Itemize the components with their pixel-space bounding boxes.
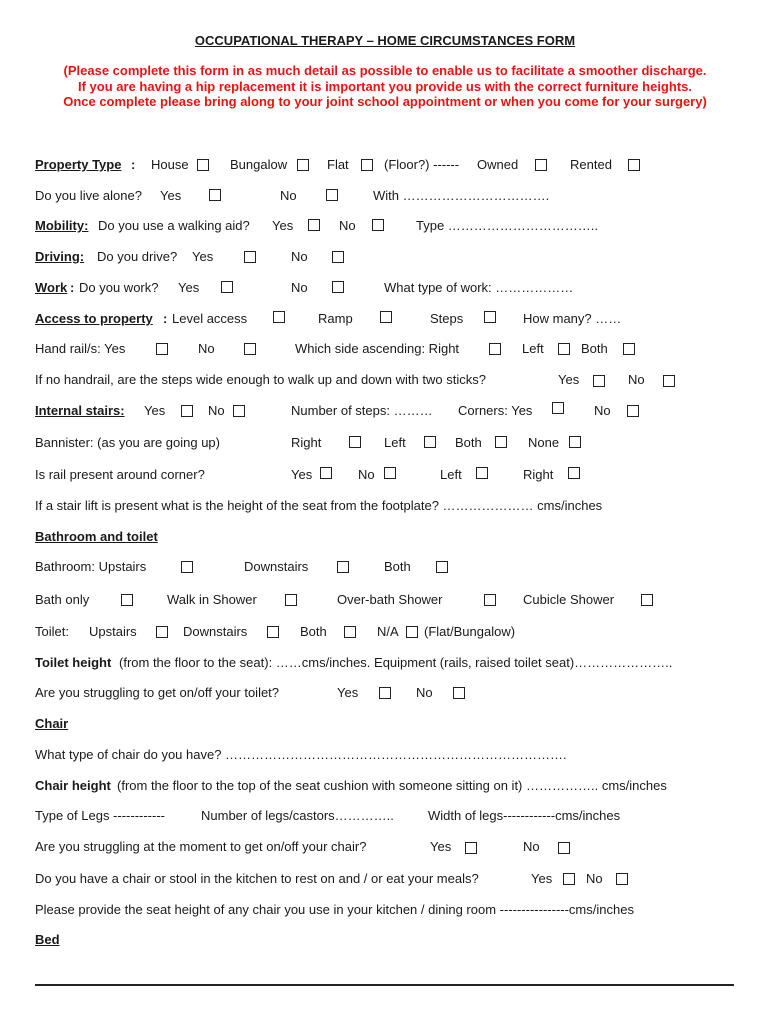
- chair-height-label: Chair height: [35, 778, 111, 793]
- access-how-many-field[interactable]: How many? ……: [523, 311, 622, 326]
- driving-yes-label: Yes: [192, 249, 214, 264]
- toilet-struggle-question: Are you struggling to get on/off your toilet?: [35, 685, 280, 700]
- access-steps-checkbox[interactable]: [484, 311, 496, 323]
- steps-wide-no-label: No: [628, 372, 645, 387]
- live-alone-yes-checkbox[interactable]: [209, 189, 221, 201]
- bannister-right-checkbox[interactable]: [349, 436, 361, 448]
- toilet-struggle-yes-label: Yes: [337, 685, 359, 700]
- corner-rail-left-label: Left: [440, 467, 462, 482]
- legs-type-field[interactable]: Type of Legs ------------: [35, 808, 165, 823]
- live-alone-question: Do you live alone?: [35, 188, 142, 203]
- work-yes-checkbox[interactable]: [221, 281, 233, 293]
- toilet-struggle-yes-checkbox[interactable]: [379, 687, 391, 699]
- steps-wide-no-checkbox[interactable]: [663, 375, 675, 387]
- footer-rule: [35, 984, 734, 986]
- toilet-both-label: Both: [300, 624, 327, 639]
- live-alone-no-label: No: [280, 188, 297, 203]
- mobility-question: Do you use a walking aid?: [98, 218, 250, 233]
- live-alone-no-checkbox[interactable]: [326, 189, 338, 201]
- toilet-flat-label: (Flat/Bungalow): [424, 624, 516, 639]
- toilet-na-checkbox[interactable]: [406, 626, 418, 638]
- cubicle-shower-label: Cubicle Shower: [523, 592, 615, 607]
- steps-wide-yes-checkbox[interactable]: [593, 375, 605, 387]
- chair-type-field[interactable]: What type of chair do you have? …………………………………………………………………….: [35, 747, 567, 762]
- chair-heading: Chair: [35, 716, 69, 731]
- internal-corners-no-label: No: [594, 403, 611, 418]
- bannister-none-checkbox[interactable]: [569, 436, 581, 448]
- bannister-left-checkbox[interactable]: [424, 436, 436, 448]
- walk-in-shower-checkbox[interactable]: [285, 594, 297, 606]
- bathroom-upstairs-label: Bathroom: Upstairs: [35, 559, 147, 574]
- bannister-both-checkbox[interactable]: [495, 436, 507, 448]
- property-bungalow-checkbox[interactable]: [297, 159, 309, 171]
- access-ramp-checkbox[interactable]: [380, 311, 392, 323]
- bathroom-downstairs-checkbox[interactable]: [337, 561, 349, 573]
- over-bath-shower-label: Over-bath Shower: [337, 592, 443, 607]
- bath-only-label: Bath only: [35, 592, 90, 607]
- internal-yes-checkbox[interactable]: [181, 405, 193, 417]
- work-colon: :: [70, 280, 75, 295]
- handrail-label: Hand rail/s: Yes: [35, 341, 126, 356]
- kitchen-chair-no-checkbox[interactable]: [616, 873, 628, 885]
- toilet-upstairs-label: Upstairs: [89, 624, 137, 639]
- internal-num-steps-field[interactable]: Number of steps: ………: [291, 403, 433, 418]
- work-type-field[interactable]: What type of work: ………………: [384, 280, 574, 295]
- handrail-both-checkbox[interactable]: [623, 343, 635, 355]
- property-owned-checkbox[interactable]: [535, 159, 547, 171]
- chair-struggle-question: Are you struggling at the moment to get on/off your chair?: [35, 839, 367, 854]
- property-floor-label: (Floor?) ------: [384, 157, 460, 172]
- property-type-heading: Property Type: [35, 157, 122, 172]
- bath-only-checkbox[interactable]: [121, 594, 133, 606]
- work-heading: Work: [35, 280, 68, 295]
- chair-struggle-no-checkbox[interactable]: [558, 842, 570, 854]
- chair-height-field[interactable]: (from the floor to the top of the seat cushion with someone sitting on it) …………….. cms/inches: [117, 778, 667, 793]
- property-house-checkbox[interactable]: [197, 159, 209, 171]
- bathroom-upstairs-checkbox[interactable]: [181, 561, 193, 573]
- toilet-downstairs-checkbox[interactable]: [267, 626, 279, 638]
- internal-corners-no-checkbox[interactable]: [627, 405, 639, 417]
- internal-no-checkbox[interactable]: [233, 405, 245, 417]
- bathroom-both-label: Both: [384, 559, 411, 574]
- mobility-type-field[interactable]: Type ……………………………..: [416, 218, 599, 233]
- mobility-heading: Mobility:: [35, 218, 89, 233]
- property-flat-label: Flat: [327, 157, 349, 172]
- legs-number-field[interactable]: Number of legs/castors…………..: [201, 808, 394, 823]
- access-ramp-label: Ramp: [318, 311, 353, 326]
- toilet-label: Toilet:: [35, 624, 69, 639]
- kitchen-seat-height-field[interactable]: Please provide the seat height of any chair you use in your kitchen / dining room ----------------cms/inches: [35, 902, 634, 917]
- bathroom-heading: Bathroom and toilet: [35, 529, 158, 544]
- chair-struggle-no-label: No: [523, 839, 540, 854]
- intro-instructions: (Please complete this form in as much detail as possible to enable us to facilitate a smoother discharge. If you are having a hip replacement it is important you provide us with the correct furniture heights. Once complete please bring along to your joint school appointment or when you come for your surgery): [63, 63, 707, 109]
- access-heading: Access to property: [35, 311, 153, 326]
- corner-rail-left-checkbox[interactable]: [476, 467, 488, 479]
- bannister-both-label: Both: [455, 435, 482, 450]
- bathroom-both-checkbox[interactable]: [436, 561, 448, 573]
- bannister-left-label: Left: [384, 435, 406, 450]
- toilet-upstairs-checkbox[interactable]: [156, 626, 168, 638]
- mobility-no-checkbox[interactable]: [372, 219, 384, 231]
- work-no-checkbox[interactable]: [332, 281, 344, 293]
- steps-wide-question: If no handrail, are the steps wide enough to walk up and down with two sticks?: [35, 372, 486, 387]
- corner-rail-yes-label: Yes: [291, 467, 313, 482]
- handrail-side-label: Which side ascending: Right: [295, 341, 460, 356]
- toilet-na-label: N/A: [377, 624, 399, 639]
- handrail-no-checkbox[interactable]: [244, 343, 256, 355]
- bannister-none-label: None: [528, 435, 560, 450]
- handrail-left-checkbox[interactable]: [558, 343, 570, 355]
- handrail-left-label: Left: [522, 341, 544, 356]
- handrail-both-label: Both: [581, 341, 608, 356]
- corner-rail-right-label: Right: [523, 467, 554, 482]
- toilet-downstairs-label: Downstairs: [183, 624, 248, 639]
- driving-heading: Driving:: [35, 249, 85, 264]
- driving-no-checkbox[interactable]: [332, 251, 344, 263]
- steps-wide-yes-label: Yes: [558, 372, 580, 387]
- corner-rail-yes-checkbox[interactable]: [320, 467, 332, 479]
- internal-yes-label: Yes: [144, 403, 166, 418]
- property-rented-checkbox[interactable]: [628, 159, 640, 171]
- corner-rail-no-checkbox[interactable]: [384, 467, 396, 479]
- driving-yes-checkbox[interactable]: [244, 251, 256, 263]
- work-question: Do you work?: [79, 280, 159, 295]
- property-flat-checkbox[interactable]: [361, 159, 373, 171]
- work-yes-label: Yes: [178, 280, 200, 295]
- property-owned-label: Owned: [477, 157, 519, 172]
- mobility-no-label: No: [339, 218, 356, 233]
- bed-heading: Bed: [35, 932, 60, 947]
- property-bungalow-label: Bungalow: [230, 157, 288, 172]
- cubicle-shower-checkbox[interactable]: [641, 594, 653, 606]
- kitchen-chair-yes-checkbox[interactable]: [563, 873, 575, 885]
- bannister-label: Bannister: (as you are going up): [35, 435, 220, 450]
- toilet-height-field[interactable]: (from the floor to the seat): ……cms/inches. Equipment (rails, raised toilet seat)…………………..: [119, 655, 673, 670]
- kitchen-chair-yes-label: Yes: [531, 871, 553, 886]
- internal-corners-yes-checkbox[interactable]: [552, 402, 564, 414]
- access-steps-label: Steps: [430, 311, 464, 326]
- access-colon: :: [163, 311, 168, 326]
- live-with-field[interactable]: With …………………………….: [373, 188, 550, 203]
- corner-rail-right-checkbox[interactable]: [568, 467, 580, 479]
- corner-rail-no-label: No: [358, 467, 375, 482]
- driving-question: Do you drive?: [97, 249, 178, 264]
- work-no-label: No: [291, 280, 308, 295]
- handrail-right-checkbox[interactable]: [489, 343, 501, 355]
- access-level-label: Level access: [172, 311, 248, 326]
- access-level-checkbox[interactable]: [273, 311, 285, 323]
- toilet-struggle-no-checkbox[interactable]: [453, 687, 465, 699]
- stairlift-question: If a stair lift is present what is the height of the seat from the footplate? ………………… cms/inches: [35, 498, 603, 513]
- internal-corners-label: Corners: Yes: [458, 403, 533, 418]
- chair-struggle-yes-checkbox[interactable]: [465, 842, 477, 854]
- form-title: OCCUPATIONAL THERAPY – HOME CIRCUMSTANCES FORM: [194, 33, 576, 48]
- walk-in-shower-label: Walk in Shower: [167, 592, 257, 607]
- internal-no-label: No: [208, 403, 225, 418]
- mobility-yes-checkbox[interactable]: [308, 219, 320, 231]
- property-house-label: House: [151, 157, 189, 172]
- handrail-no-label: No: [198, 341, 215, 356]
- corner-rail-question: Is rail present around corner?: [35, 467, 205, 482]
- property-rented-label: Rented: [570, 157, 612, 172]
- chair-struggle-yes-label: Yes: [430, 839, 452, 854]
- legs-width-field[interactable]: Width of legs------------cms/inches: [428, 808, 621, 823]
- mobility-yes-label: Yes: [272, 218, 294, 233]
- internal-stairs-heading: Internal stairs:: [35, 403, 125, 418]
- toilet-struggle-no-label: No: [416, 685, 433, 700]
- toilet-height-label: Toilet height: [35, 655, 112, 670]
- bannister-right-label: Right: [291, 435, 322, 450]
- kitchen-chair-no-label: No: [586, 871, 603, 886]
- toilet-both-checkbox[interactable]: [344, 626, 356, 638]
- kitchen-chair-question: Do you have a chair or stool in the kitchen to rest on and / or eat your meals?: [35, 871, 479, 886]
- handrail-yes-checkbox[interactable]: [156, 343, 168, 355]
- live-alone-yes-label: Yes: [160, 188, 182, 203]
- over-bath-shower-checkbox[interactable]: [484, 594, 496, 606]
- driving-no-label: No: [291, 249, 308, 264]
- property-type-colon: :: [131, 157, 136, 172]
- bathroom-downstairs-label: Downstairs: [244, 559, 309, 574]
